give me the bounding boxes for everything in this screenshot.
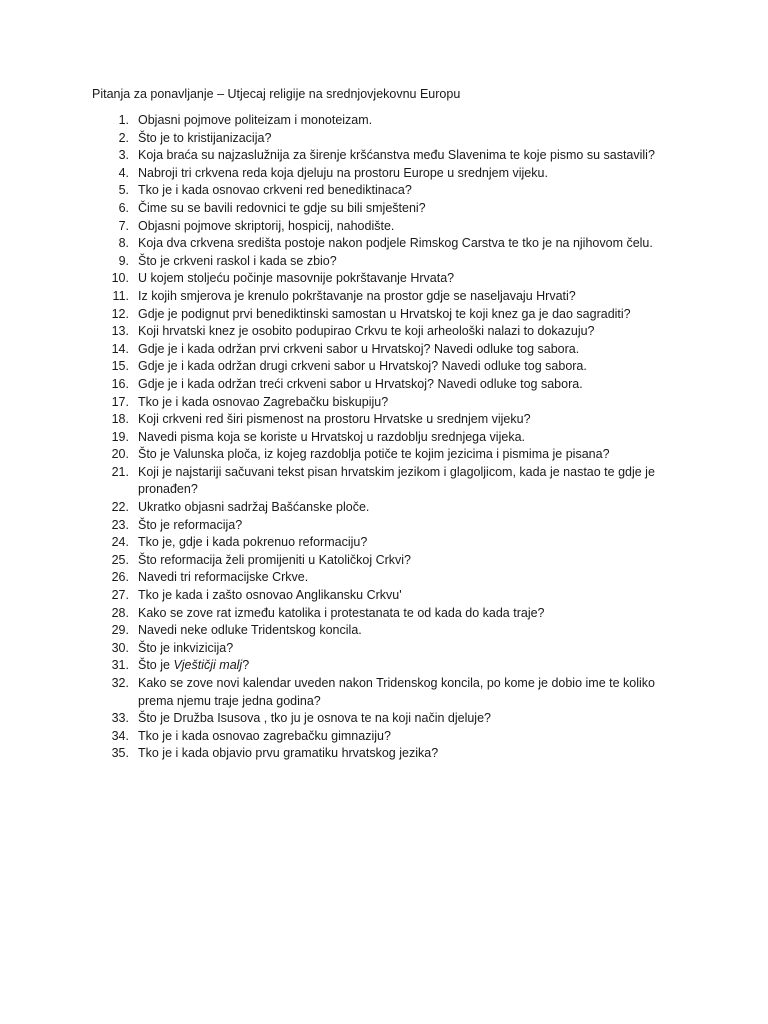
question-text-italic: Vještičji malj	[173, 658, 243, 673]
question-text: Koja dva crkvena središta postoje nakon podjele Rimskog Carstva te tko je na njihovom čelu.	[138, 236, 653, 251]
question-item	[92, 376, 682, 394]
question-number: 20.	[111, 447, 129, 462]
question-item	[92, 235, 682, 253]
question-text: Što je inkvizicija?	[138, 640, 234, 655]
question-text: Što reformacija želi promijeniti u Katoličkoj Crkvi?	[138, 552, 412, 567]
question-number: 28.	[111, 605, 129, 620]
question-number: 30.	[111, 640, 129, 655]
question-text: Gdje je podignut prvi benediktinski samostan u Hrvatskoj te koji knez ga je dao sagraditi?	[138, 306, 631, 321]
question-item	[92, 569, 682, 587]
question-text: Ukratko objasni sadržaj Bašćanske ploče.	[138, 500, 370, 515]
question-number: 4.	[118, 165, 129, 180]
question-item	[92, 182, 682, 200]
question-number: 22.	[111, 500, 129, 515]
question-item	[92, 200, 682, 218]
question-number: 1.	[118, 113, 129, 127]
question-text: Tko je i kada osnovao zagrebačku gimnaziju?	[138, 728, 391, 743]
question-item	[92, 745, 682, 763]
question-item	[92, 446, 682, 464]
question-number: 13.	[111, 324, 129, 339]
question-text: Što je reformacija?	[138, 517, 243, 532]
question-number: 25.	[111, 552, 129, 567]
question-text: Objasni pojmove politeizam i monoteizam.	[138, 113, 373, 127]
question-number: 19.	[111, 429, 129, 444]
question-item	[92, 394, 682, 412]
question-number: 16.	[111, 376, 129, 391]
question-text: Što je Valunska ploča, iz kojeg razdoblja potiče te kojim jezicima i pismima je pisana?	[138, 447, 610, 462]
question-item	[92, 710, 682, 728]
question-text: Kako se zove novi kalendar uveden nakon Tridenskog koncila, po kome je dobio ime te koliko prema njemu traje jedna godina?	[138, 676, 655, 708]
question-text: Tko je kada i zašto osnovao Anglikansku Crkvu'	[138, 588, 402, 603]
question-item	[92, 429, 682, 447]
question-number: 14.	[111, 341, 129, 356]
question-list	[92, 112, 682, 763]
question-text: Kako se zove rat između katolika i protestanata te od kada do kada traje?	[138, 605, 545, 620]
question-text: Gdje je i kada održan treći crkveni sabor u Hrvatskoj? Navedi odluke tog sabora.	[138, 376, 583, 391]
question-number: 2.	[118, 130, 129, 145]
question-text: Čime su se bavili redovnici te gdje su bili smješteni?	[138, 200, 426, 215]
question-item	[92, 147, 682, 165]
question-number: 33.	[111, 711, 129, 726]
question-item	[92, 640, 682, 658]
question-text: Koji hrvatski knez je osobito podupirao Crkvu te koji arheološki nalazi to dokazuju?	[138, 324, 595, 339]
question-text: Objasni pojmove skriptorij, hospicij, nahodište.	[138, 218, 395, 233]
question-item	[92, 675, 682, 710]
question-number: 21.	[111, 464, 129, 479]
question-item	[92, 323, 682, 341]
question-item	[92, 587, 682, 605]
question-number: 17.	[111, 394, 129, 409]
question-text-prefix: Što je	[138, 658, 174, 673]
question-item	[92, 112, 682, 130]
question-item	[92, 130, 682, 148]
question-text: Koji je najstariji sačuvani tekst pisan hrvatskim jezikom i glagoljicom, kada je nastao te gdje je pronađen?	[138, 464, 655, 497]
question-text	[138, 658, 249, 672]
question-item	[92, 657, 682, 675]
question-item	[92, 517, 682, 535]
question-text: Koja braća su najzaslužnija za širenje kršćanstva među Slavenima te koje pismo su sastavili?	[138, 148, 655, 163]
question-text: Tko je i kada objavio prvu gramatiku hrvatskog jezika?	[138, 746, 439, 761]
question-text: Tko je i kada osnovao Zagrebačku biskupiju?	[138, 394, 389, 409]
question-item	[92, 622, 682, 640]
question-number: 32.	[111, 676, 129, 690]
question-item	[92, 306, 682, 324]
question-item	[92, 288, 682, 306]
question-item	[92, 499, 682, 517]
question-item	[92, 534, 682, 552]
question-number: 15.	[111, 359, 129, 374]
question-number: 8.	[118, 236, 129, 251]
question-number: 29.	[111, 623, 129, 638]
question-number: 31.	[111, 658, 129, 673]
question-number: 12.	[111, 306, 129, 321]
question-text: Tko je, gdje i kada pokrenuo reformaciju?	[138, 535, 368, 550]
question-number: 35.	[111, 746, 129, 761]
question-item	[92, 552, 682, 570]
question-number: 24.	[111, 535, 129, 550]
question-text: Navedi pisma koja se koriste u Hrvatskoj u razdoblju srednjega vijeka.	[138, 429, 525, 444]
document-title: Pitanja za ponavljanje – Utjecaj religije na srednjovjekovnu Europu	[92, 87, 461, 101]
question-text: Što je to kristijanizacija?	[138, 130, 272, 145]
question-number: 3.	[118, 148, 129, 163]
question-item	[92, 341, 682, 359]
question-text: Nabroji tri crkvena reda koja djeluju na prostoru Europe u srednjem vijeku.	[138, 165, 548, 180]
question-item	[92, 270, 682, 288]
question-text-suffix: ?	[242, 658, 250, 673]
question-text: Iz kojih smjerova je krenulo pokrštavanje na prostor gdje se naseljavaju Hrvati?	[138, 288, 576, 303]
question-text: Koji crkveni red širi pismenost na prostoru Hrvatske u srednjem vijeku?	[138, 412, 531, 427]
question-number: 23.	[111, 517, 129, 532]
question-text: Gdje je i kada održan prvi crkveni sabor u Hrvatskoj? Navedi odluke tog sabora.	[138, 341, 580, 356]
question-item	[92, 253, 682, 271]
question-text: Što je Družba Isusova , tko ju je osnova te na koji način djeluje?	[138, 711, 491, 726]
question-number: 6.	[118, 200, 129, 215]
question-item	[92, 218, 682, 236]
question-item	[92, 728, 682, 746]
question-number: 18.	[111, 412, 129, 427]
question-text: Navedi neke odluke Tridentskog koncila.	[138, 623, 362, 638]
question-text: Što je crkveni raskol i kada se zbio?	[138, 253, 337, 268]
question-number: 26.	[111, 570, 129, 585]
question-item	[92, 411, 682, 429]
question-number: 34.	[111, 728, 129, 743]
question-text: U kojem stoljeću počinje masovnije pokrštavanje Hrvata?	[138, 271, 455, 286]
question-item	[92, 605, 682, 623]
question-text: Navedi tri reformacijske Crkve.	[138, 570, 309, 585]
question-number: 9.	[118, 253, 129, 268]
question-number: 7.	[118, 218, 129, 233]
question-item	[92, 165, 682, 183]
question-number: 27.	[111, 588, 129, 603]
question-item	[92, 464, 682, 499]
question-text: Gdje je i kada održan drugi crkveni sabor u Hrvatskoj? Navedi odluke tog sabora.	[138, 359, 587, 374]
question-number: 10.	[111, 271, 129, 286]
question-number: 11.	[112, 288, 129, 303]
question-number: 5.	[118, 183, 129, 198]
question-item	[92, 358, 682, 376]
question-text: Tko je i kada osnovao crkveni red benediktinaca?	[138, 183, 412, 198]
